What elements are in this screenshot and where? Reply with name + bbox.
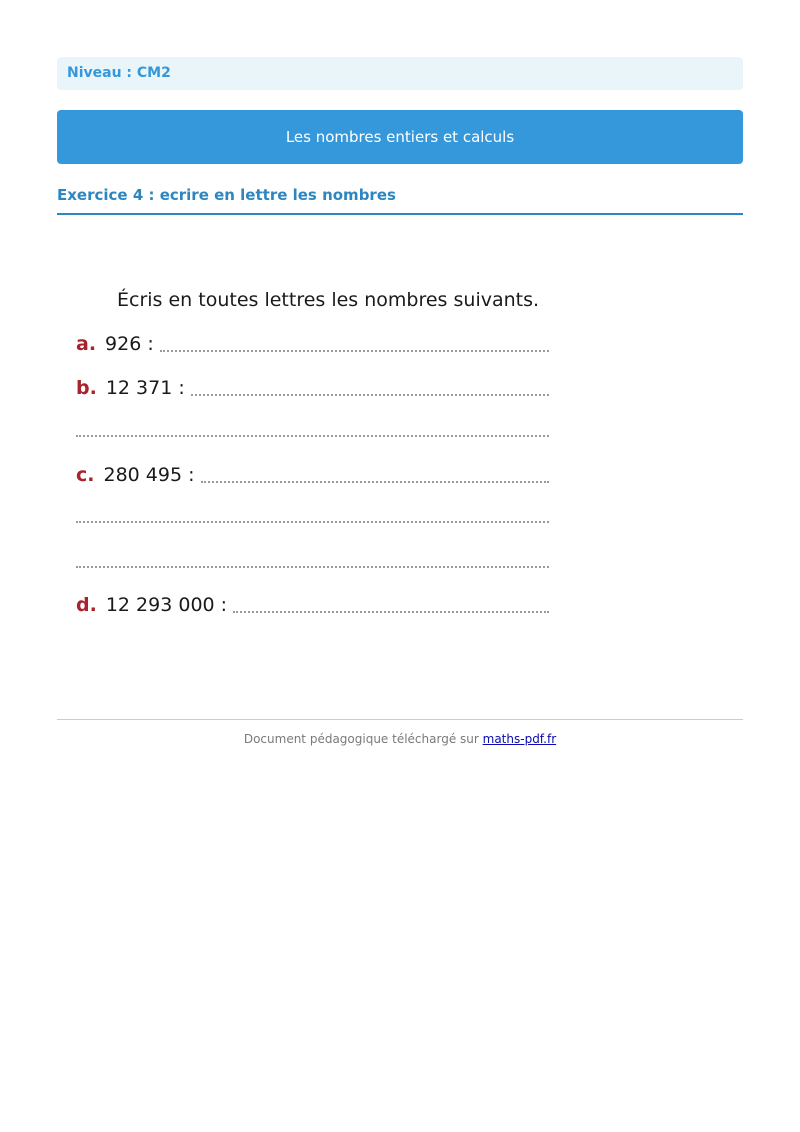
item-letter: d. xyxy=(76,594,97,616)
exercise-item-c xyxy=(76,463,549,487)
item-letter: a. xyxy=(76,333,97,355)
item-letter: c. xyxy=(76,464,95,486)
exercise-item-a xyxy=(76,332,549,356)
item-number: 12 293 000 : xyxy=(105,594,228,616)
level-banner xyxy=(57,57,743,90)
page-title: Les nombres entiers et calculs xyxy=(57,110,743,164)
exercise-item-d xyxy=(76,593,549,617)
answer-line[interactable] xyxy=(233,610,549,613)
answer-line[interactable] xyxy=(76,566,549,568)
exercise-item-b xyxy=(76,376,549,400)
level-label: Niveau : CM2 xyxy=(67,65,171,81)
item-number: 280 495 : xyxy=(103,464,195,486)
answer-line[interactable] xyxy=(201,480,550,483)
item-number: 926 : xyxy=(105,333,154,355)
item-number: 12 371 : xyxy=(105,377,185,399)
footer-link[interactable]: maths-pdf.fr xyxy=(482,732,557,746)
answer-line[interactable] xyxy=(76,435,549,437)
exercise-instruction: Écris en toutes lettres les nombres suivants. xyxy=(117,289,540,311)
exercise-heading: Exercice 4 : ecrire en lettre les nombres xyxy=(57,185,743,215)
footer xyxy=(57,732,743,746)
footer-divider xyxy=(57,719,743,720)
exercise-worksheet xyxy=(57,275,577,635)
item-letter: b. xyxy=(76,377,97,399)
answer-line[interactable] xyxy=(160,349,549,352)
answer-line[interactable] xyxy=(76,521,549,523)
footer-text: Document pédagogique téléchargé sur xyxy=(243,732,483,746)
answer-line[interactable] xyxy=(191,393,549,396)
